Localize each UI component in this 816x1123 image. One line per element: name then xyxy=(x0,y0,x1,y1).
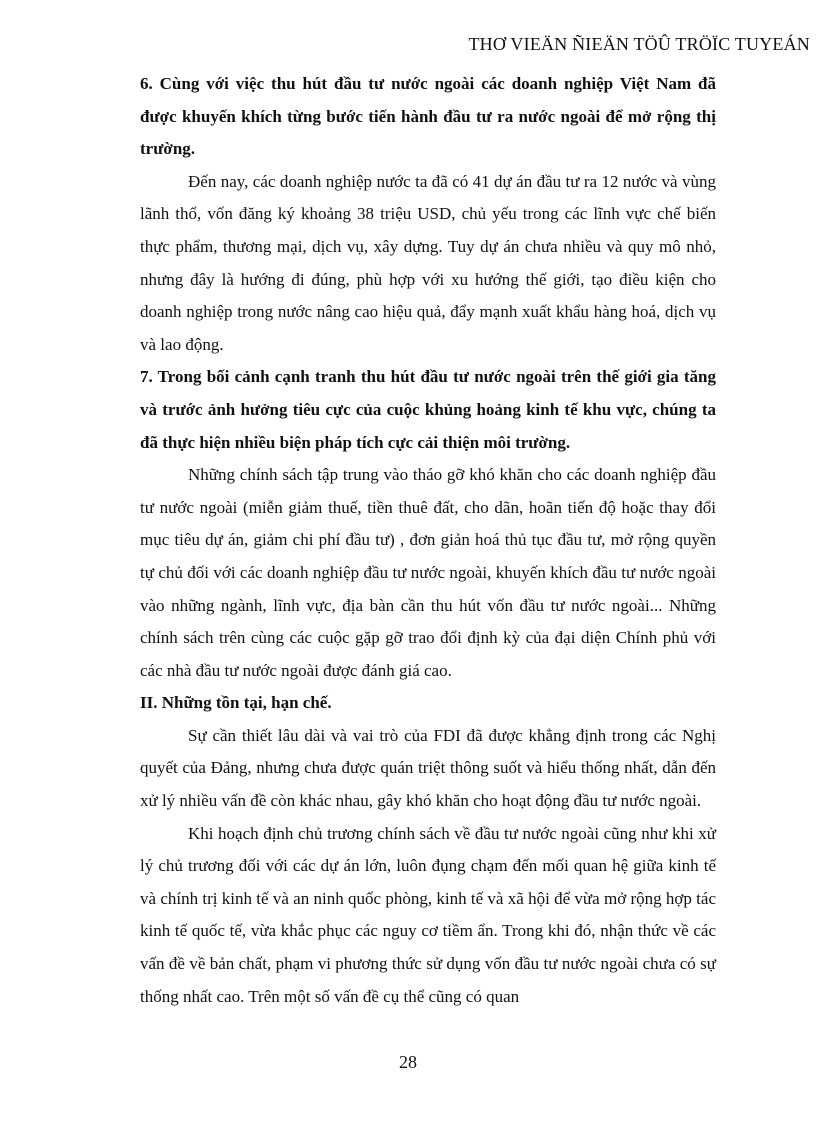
section-heading-7: 7. Trong bối cảnh cạnh tranh thu hút đầu tư nước ngoài trên thế giới gia tăng và trước ảnh hưởng tiêu cực của cuộc khủng hoảng kinh tế khu vực, chúng ta đã thực hiện nhiều biện pháp tích cực cải thiện môi trường. xyxy=(140,367,716,452)
page-number: 28 xyxy=(399,1052,417,1072)
document-body xyxy=(140,68,716,1013)
paragraph: Đến nay, các doanh nghiệp nước ta đã có 41 dự án đầu tư ra 12 nước và vùng lãnh thổ, vốn đăng ký khoảng 38 triệu USD, chủ yếu trong các lĩnh vực chế biến thực phẩm, thương mại, dịch vụ, xây dựng. Tuy dự án chưa nhiều và quy mô nhỏ, nhưng đây là hướng đi đúng, phù hợp với xu hướng thế giới, tạo điều kiện cho doanh nghiệp trong nước nâng cao hiệu quả, đẩy mạnh xuất khẩu hàng hoá, dịch vụ và lao động. xyxy=(140,171,716,354)
section-heading-ii: II. Những tồn tại, hạn chế. xyxy=(140,693,332,713)
page-header: THƠ VIEÄN ÑIEÄN TÖÛ TRÖÏC TUYEÁN xyxy=(468,34,810,54)
section-heading-6: 6. Cùng với việc thu hút đầu tư nước ngoài các doanh nghiệp Việt Nam đã được khuyến khích từng bước tiến hành đầu tư ra nước ngoài để mở rộng thị trường. xyxy=(140,74,716,159)
paragraph: Khi hoạch định chủ trương chính sách về đầu tư nước ngoài cũng như khi xử lý chủ trương đối với các dự án lớn, luôn đụng chạm đến mối quan hệ giữa kinh tế và chính trị kinh tế và an ninh quốc phòng, kinh tế và xã hội để vừa mở rộng hợp tác kinh tế quốc tế, vừa khắc phục các nguy cơ tiềm ẩn. Trong khi đó, nhận thức về các vấn đề về bản chất, phạm vi phương thức sử dụng vốn đầu tư nước ngoài chưa có sự thống nhất cao. Trên một số vấn đề cụ thể cũng có quan xyxy=(140,823,716,1006)
paragraph: Những chính sách tập trung vào tháo gỡ khó khăn cho các doanh nghiệp đầu tư nước ngoài (miễn giảm thuế, tiền thuê đất, cho dãn, hoãn tiến độ hoặc thay đổi mục tiêu dự án, giảm chi phí đầu tư) , đơn giản hoá thủ tục đầu tư, mở rộng quyền tự chủ đối với các doanh nghiệp đầu tư nước ngoài, khuyến khích đầu tư nước ngoài vào những ngành, lĩnh vực, địa bàn cần thu hút vốn đầu tư nước ngoài... Những chính sách trên cùng các cuộc gặp gỡ trao đổi định kỳ của đại diện Chính phủ với các nhà đầu tư nước ngoài được đánh giá cao. xyxy=(140,465,716,680)
paragraph: Sự cần thiết lâu dài và vai trò của FDI đã được khẳng định trong các Nghị quyết của Đảng, nhưng chưa được quán triệt thông suốt và hiểu thống nhất, dẫn đến xử lý nhiều vấn đề còn khác nhau, gây khó khăn cho hoạt động đầu tư nước ngoài. xyxy=(140,725,716,811)
